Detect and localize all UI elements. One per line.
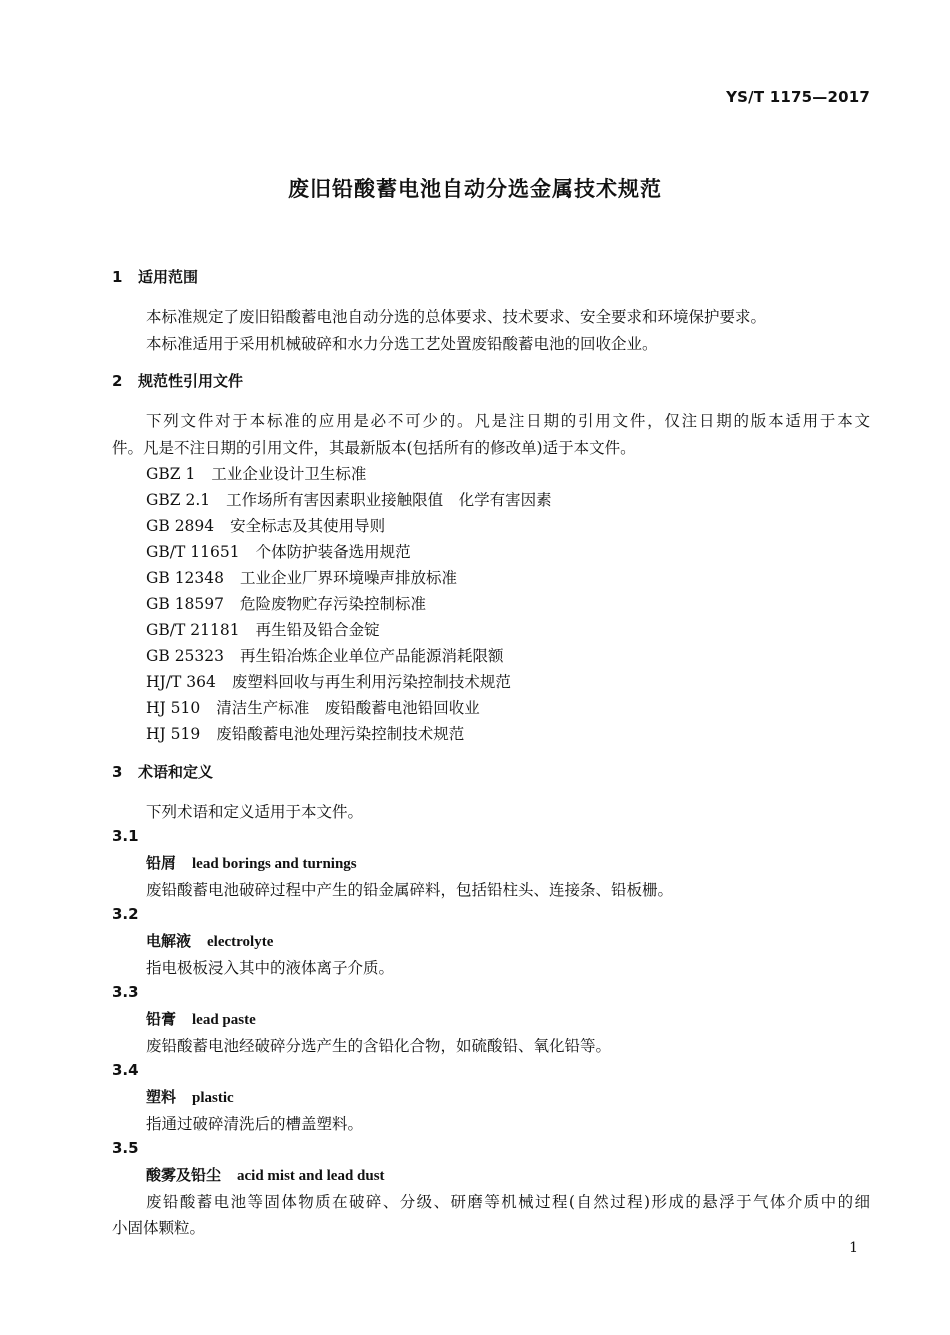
reference-code: GB/T 11651 <box>146 543 240 561</box>
paragraph: 本标准适用于采用机械破碎和水力分选工艺处置废铅酸蓄电池的回收企业。 <box>146 335 658 353</box>
term-definition: 指通过破碎清洗后的槽盖塑料。 <box>146 1115 364 1133</box>
reference-item <box>146 488 552 510</box>
reference-code: GBZ 2.1 <box>146 491 211 509</box>
section-title: 规范性引用文件 <box>138 372 244 390</box>
reference-item <box>146 540 411 562</box>
term-zh: 酸雾及铅尘 <box>146 1166 222 1184</box>
section-number: 3 <box>112 763 123 781</box>
page-number: 1 <box>849 1240 858 1256</box>
paragraph: 下列术语和定义适用于本文件。 <box>146 803 364 821</box>
paragraph: 下列文件对于本标准的应用是必不可少的。凡是注日期的引用文件，仅注日期的版本适用于本文 <box>146 412 870 430</box>
term-heading <box>146 1008 256 1029</box>
reference-item <box>146 722 464 744</box>
reference-code: GB 25323 <box>146 647 225 665</box>
reference-code: HJ 510 <box>146 699 201 717</box>
document-title: 废旧铅酸蓄电池自动分选金属技术规范 <box>288 177 662 201</box>
term-definition: 指电极板浸入其中的液体离子介质。 <box>146 959 395 977</box>
reference-code: GB/T 21181 <box>146 621 240 639</box>
reference-item <box>146 514 385 536</box>
paragraph: 本标准规定了废旧铅酸蓄电池自动分选的总体要求、技术要求、安全要求和环境保护要求。 <box>146 308 767 326</box>
reference-code: GBZ 1 <box>146 465 196 483</box>
term-definition: 废铅酸蓄电池破碎过程中产生的铅金属碎料，包括铅柱头、连接条、铅板栅。 <box>146 881 674 899</box>
term-heading <box>146 1164 385 1185</box>
reference-name: 安全标志及其使用导则 <box>230 517 386 535</box>
section-1-heading <box>112 266 198 287</box>
reference-item <box>146 566 457 588</box>
term-heading <box>146 930 273 951</box>
reference-name: 再生铅及铅合金锭 <box>255 621 380 639</box>
term-number: 3.2 <box>112 905 139 923</box>
reference-code: GB 18597 <box>146 595 225 613</box>
term-definition: 废铅酸蓄电池等固体物质在破碎、分级、研磨等机械过程(自然过程)形成的悬浮于气体介质中的细 <box>146 1193 870 1211</box>
term-en: lead paste <box>192 1012 256 1028</box>
reference-name: 再生铅冶炼企业单位产品能源消耗限额 <box>240 647 504 665</box>
reference-item <box>146 696 480 718</box>
reference-name: 个体防护装备选用规范 <box>255 543 411 561</box>
section-2-heading <box>112 370 243 391</box>
section-title: 术语和定义 <box>138 763 214 781</box>
term-zh: 铅膏 <box>146 1010 177 1028</box>
term-heading <box>146 852 357 873</box>
reference-name: 危险废物贮存污染控制标准 <box>240 595 427 613</box>
term-definition: 废铅酸蓄电池经破碎分选产生的含铅化合物，如硫酸铅、氧化铅等。 <box>146 1037 612 1055</box>
reference-item <box>146 670 511 692</box>
term-zh: 塑料 <box>146 1088 177 1106</box>
term-en: lead borings and turnings <box>192 856 357 872</box>
term-number: 3.1 <box>112 827 139 845</box>
term-en: electrolyte <box>207 934 274 950</box>
section-3-heading <box>112 761 213 782</box>
section-title: 适用范围 <box>138 268 199 286</box>
term-heading <box>146 1086 234 1107</box>
reference-name: 工业企业厂界环境噪声排放标准 <box>240 569 458 587</box>
reference-code: HJ/T 364 <box>146 673 216 691</box>
reference-item <box>146 592 426 614</box>
reference-code: GB 12348 <box>146 569 225 587</box>
term-number: 3.5 <box>112 1139 139 1157</box>
reference-item <box>146 462 366 484</box>
section-number: 2 <box>112 372 123 390</box>
document-code: YS/T 1175—2017 <box>726 88 870 106</box>
reference-name: 工作场所有害因素职业接触限值 化学有害因素 <box>226 491 552 509</box>
term-definition-continued: 小固体颗粒。 <box>112 1219 206 1237</box>
reference-name: 废塑料回收与再生利用污染控制技术规范 <box>231 673 511 691</box>
term-zh: 铅屑 <box>146 854 177 872</box>
reference-name: 清洁生产标准 废铅酸蓄电池铅回收业 <box>216 699 480 717</box>
reference-code: HJ 519 <box>146 725 201 743</box>
reference-name: 工业企业设计卫生标准 <box>211 465 367 483</box>
term-zh: 电解液 <box>146 932 192 950</box>
term-number: 3.3 <box>112 983 139 1001</box>
paragraph: 件。凡是不注日期的引用文件，其最新版本(包括所有的修改单)适于本文件。 <box>112 439 636 457</box>
reference-item <box>146 644 504 666</box>
term-en: plastic <box>192 1090 234 1106</box>
term-en: acid mist and lead dust <box>237 1168 385 1184</box>
reference-name: 废铅酸蓄电池处理污染控制技术规范 <box>216 725 465 743</box>
reference-item <box>146 618 380 640</box>
section-number: 1 <box>112 268 123 286</box>
reference-code: GB 2894 <box>146 517 215 535</box>
term-number: 3.4 <box>112 1061 139 1079</box>
